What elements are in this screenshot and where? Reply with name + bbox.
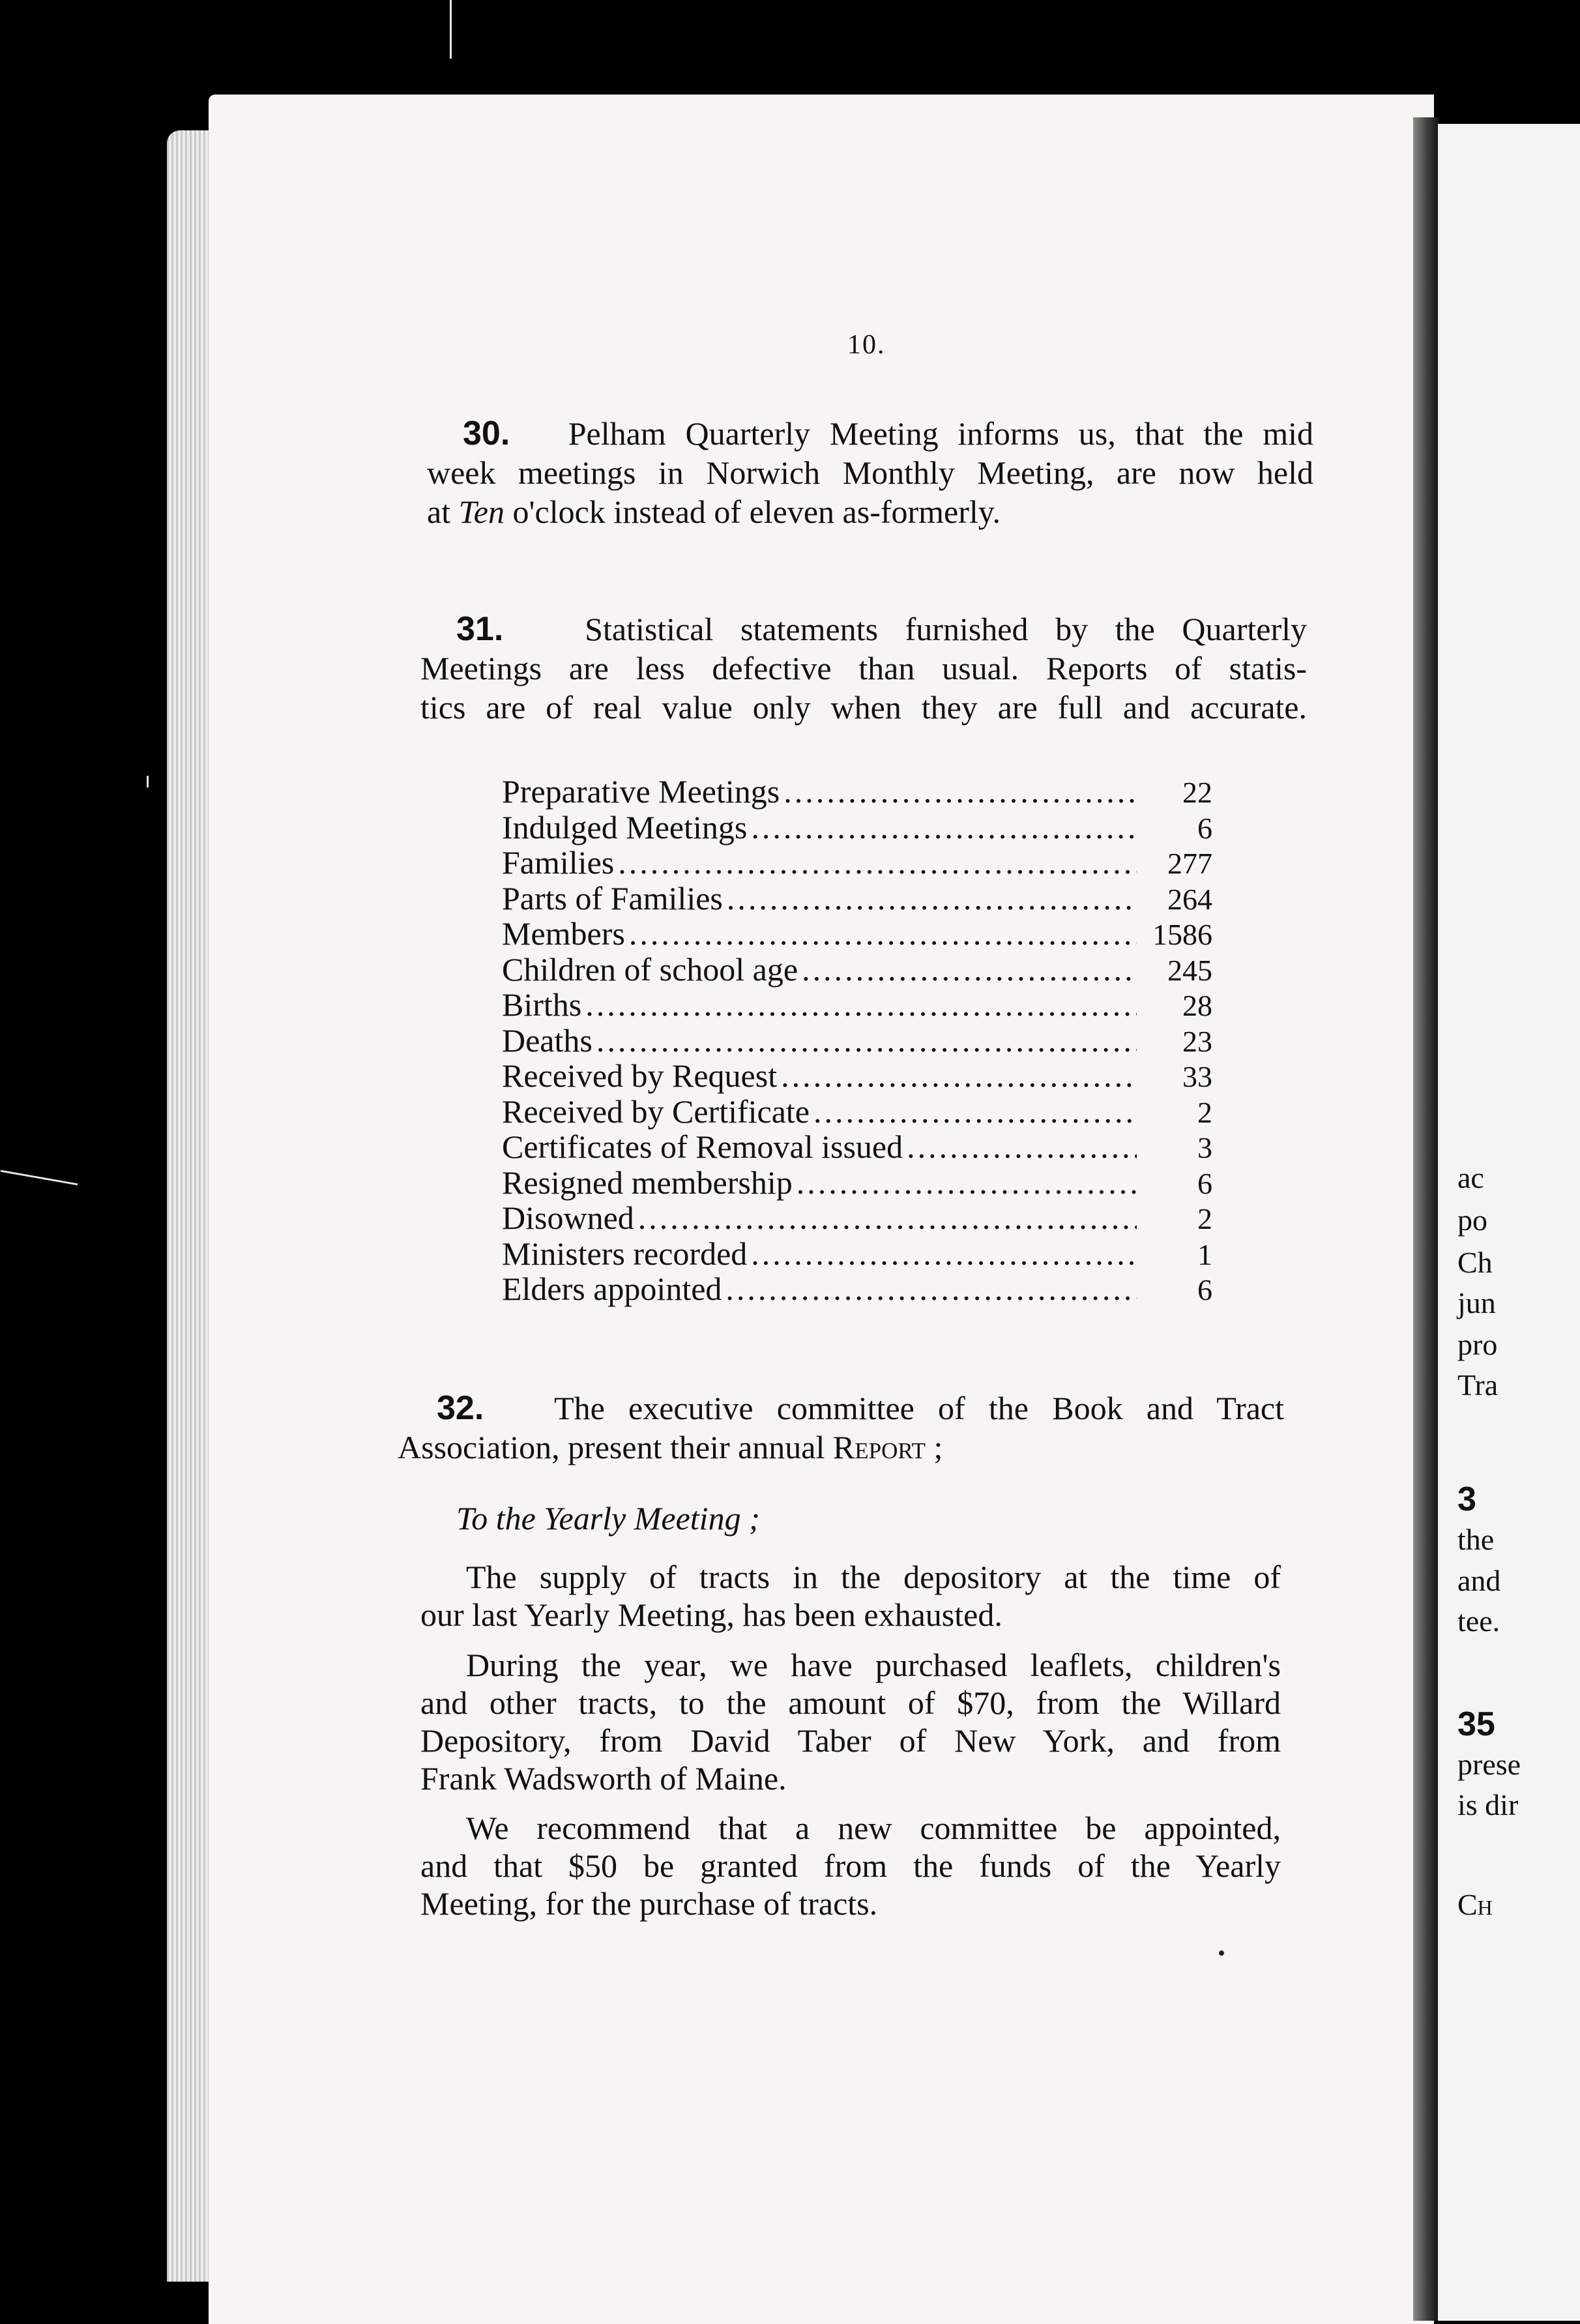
salutation: To the Yearly Meeting ; (456, 1500, 760, 1537)
report-paragraph: The supply of tracts in the depository at the time of our last Yearly Meeting, has been exhausted. (420, 1559, 1281, 1633)
statistics-row: Received by Certificate ..... 2 (502, 1093, 1212, 1128)
statistics-row: Ministers recorded ..... 1 (502, 1235, 1212, 1271)
item-text-line: at Ten o'clock instead of eleven as-formerly. (427, 493, 1001, 530)
facing-fragment: Ch (1457, 1888, 1493, 1921)
page-edge (167, 130, 215, 2282)
facing-page (1438, 124, 1580, 2321)
ink-dot (1219, 1950, 1224, 1956)
facing-fragment: Ch (1457, 1246, 1493, 1279)
facing-fragment: 3 (1457, 1480, 1476, 1518)
item-text-line: Statistical statements furnished by the Quarterly (585, 611, 1307, 647)
facing-fragment: tee. (1457, 1604, 1500, 1638)
facing-fragment: jun (1457, 1286, 1496, 1319)
statistics-row: Births ..... 28 (502, 986, 1212, 1022)
statistics-row: Preparative Meetings ..... 22 (502, 772, 1212, 808)
item-number: 32. (437, 1389, 484, 1427)
report-paragraph: During the year, we have purchased leaflets, children's and other tracts, to the amount of $70, from the Willard Depository, from David Taber of New York, and from Frank Wadsworth of Maine. (420, 1647, 1281, 1797)
page-number: 10. (847, 330, 886, 360)
book-gutter (1413, 117, 1439, 2321)
facing-fragment: and (1457, 1564, 1501, 1597)
statistics-row: Resigned membership ..... 6 (502, 1164, 1212, 1199)
item-text-line: week meetings in Norwich Monthly Meeting, are now held (427, 454, 1313, 491)
statistics-row: Members ..... 1586 (502, 915, 1212, 950)
facing-fragment: po (1457, 1203, 1487, 1237)
item-number: 31. (456, 610, 504, 648)
statistics-row: Disowned ..... 2 (502, 1199, 1212, 1235)
statistics-row: Received by Request ..... 33 (502, 1057, 1212, 1093)
item-text-line: tics are of real value only when they are full and accurate. (420, 689, 1307, 726)
scan-scratch (147, 776, 149, 787)
item-text-line: Pelham Quarterly Meeting informs us, that the mid (568, 415, 1313, 452)
statistics-row: Indulged Meetings ..... 6 (502, 808, 1212, 844)
facing-fragment: ac (1457, 1161, 1484, 1194)
statistics-table (502, 772, 1212, 1306)
report-word: Report (832, 1429, 926, 1465)
statistics-row: Families ..... 277 (502, 844, 1212, 879)
item-text-line: Association, present their annual Report ; (398, 1429, 943, 1465)
scan-scratch (1, 1170, 78, 1186)
statistics-row: Deaths ..... 23 (502, 1022, 1212, 1057)
item-30 (427, 414, 1313, 531)
italic-word: Ten (458, 493, 505, 530)
item-text-line: Meetings are less defective than usual. Reports of statis- (420, 650, 1307, 686)
facing-fragment: pro (1457, 1328, 1498, 1361)
item-text-line: The executive committee of the Book and Tract (554, 1390, 1284, 1426)
facing-fragment: is dir (1457, 1788, 1519, 1821)
facing-fragment: prese (1457, 1748, 1521, 1781)
item-32 (398, 1389, 1284, 1467)
statistics-row: Certificates of Removal issued ..... 3 (502, 1128, 1212, 1164)
facing-fragment: 35 (1457, 1705, 1495, 1743)
statistics-row: Children of school age ..... 245 (502, 950, 1212, 986)
scan-scratch (450, 0, 452, 59)
facing-fragment: the (1457, 1523, 1495, 1556)
item-number: 30. (463, 415, 510, 452)
report-paragraph: We recommend that a new committee be appointed, and that $50 be granted from the funds of the Yearly Meeting, for the purchase of tracts. (420, 1810, 1281, 1922)
statistics-row: Elders appointed ..... 6 (502, 1270, 1212, 1306)
item-31 (420, 610, 1307, 727)
statistics-row: Parts of Families ..... 264 (502, 879, 1212, 915)
facing-fragment: Tra (1457, 1368, 1499, 1402)
